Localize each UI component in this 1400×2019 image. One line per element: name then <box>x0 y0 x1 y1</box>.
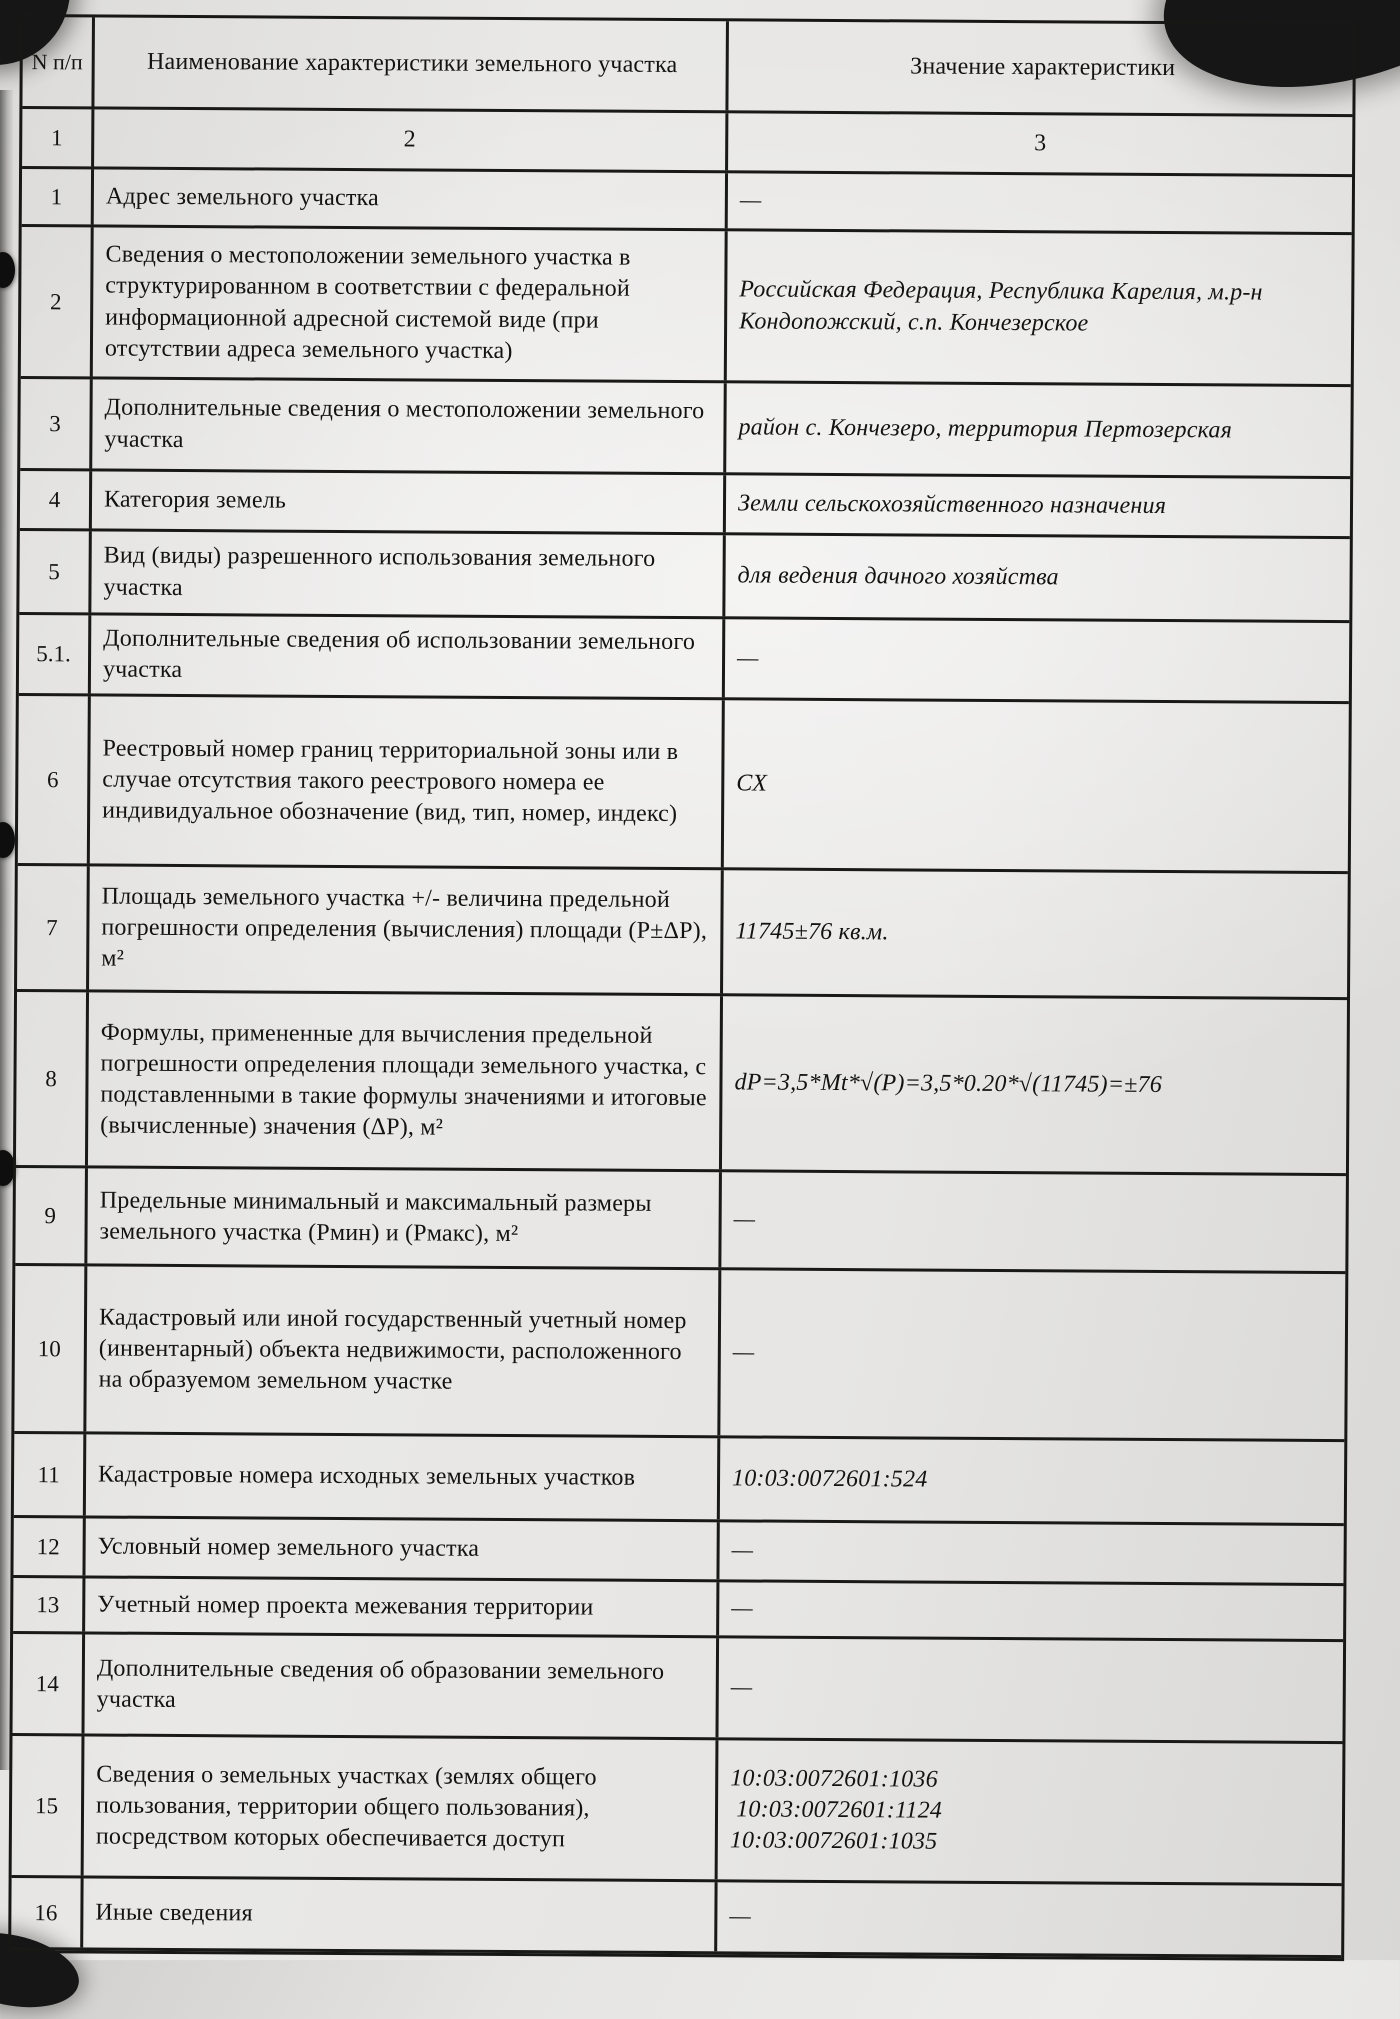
characteristic-name: Формулы, примененные для вычисления предельной погрешности определения площади земельного участка, с подставленными в такие формулы значениями и итоговые (вычисленные) значения (ΔР), м² <box>88 993 723 1170</box>
header-col-name-label: Наименование характеристики земельного участка <box>146 48 678 78</box>
characteristic-value: 11745±76 кв.м. <box>735 918 889 946</box>
table-row <box>19 531 1349 623</box>
column-number-1: 1 <box>22 109 94 166</box>
characteristic-name: Дополнительные сведения об использовании земельного участка <box>91 615 725 697</box>
row-number: 1 <box>22 169 94 224</box>
characteristic-value: район с. Кончезеро, территория Пертозерская <box>738 414 1233 444</box>
column-number-3: 3 <box>1034 130 1047 157</box>
characteristic-value: dP=3,5*Mt*√(P)=3,5*0.20*√(11745)=±76 <box>734 1069 1163 1099</box>
land-parcel-characteristics-table <box>8 14 1356 1961</box>
header-col-num-label: N п/п <box>31 48 83 74</box>
table-row <box>19 615 1349 704</box>
row-number: 10 <box>14 1266 87 1431</box>
row-number: 8 <box>16 992 89 1165</box>
row-number: 6 <box>18 696 91 863</box>
characteristic-value: — <box>730 1674 753 1701</box>
table-row <box>22 169 1352 235</box>
characteristic-value: 10:03:0072601:1036 10:03:0072601:1124 10:03:0072601:1035 <box>729 1765 943 1856</box>
table-row <box>18 696 1349 874</box>
characteristic-value: — <box>733 1206 756 1233</box>
characteristic-value: Земли сельскохозяйственного назначения <box>737 490 1167 519</box>
table-row <box>12 1634 1343 1744</box>
table-row <box>21 227 1352 387</box>
characteristic-name: Площадь земельного участка +/- величина предельной погрешности определения (вычисления) площади (Р±ΔР), м² <box>89 867 724 994</box>
table-row <box>15 1168 1346 1274</box>
row-number: 2 <box>21 227 94 376</box>
header-col-value <box>728 21 1353 114</box>
row-number: 5.1. <box>19 615 91 694</box>
row-number: 15 <box>12 1736 85 1875</box>
table-header-row <box>22 17 1353 117</box>
row-number: 16 <box>11 1878 83 1947</box>
row-number: 7 <box>17 866 90 989</box>
header-col-num <box>22 17 95 106</box>
characteristic-value: Российская Федерация, Республика Карелия, м.р-н Кондопожский, с.п. Кончезерское <box>739 276 1269 337</box>
characteristic-name: Предельные минимальный и максимальный размеры земельного участка (Рмин) и (Рмакс), м² <box>87 1169 722 1268</box>
characteristic-name: Кадастровый или иной государственный учетный номер (инвентарный) объекта недвижимости, расположенного на образуемом земельном участке <box>86 1267 721 1436</box>
table-row <box>14 1434 1344 1526</box>
table-row <box>17 866 1348 1000</box>
characteristic-name: Сведения о местоположении земельного участка в структурированном в соответствии с федеральной информационной адресной системой виде (при отсутствии адреса земельного участка) <box>93 227 728 380</box>
characteristic-name: Сведения о земельных участках (землях общего пользования, территории общего пользования), посредством которых обеспечивается доступ <box>84 1737 719 1880</box>
row-number: 3 <box>20 379 93 468</box>
characteristic-name: Категория земель <box>92 471 726 532</box>
table-row <box>20 471 1350 539</box>
characteristic-name: Реестровый номер границ территориальной зоны или в случае отсутствия такого реестрового номера ее индивидуальное обозначение (вид, тип, номер, индекс) <box>90 697 725 868</box>
header-col-value-label: Значение характеристики <box>910 53 1176 81</box>
characteristic-name: Учетный номер проекта межевания территории <box>85 1579 719 1636</box>
table-row <box>16 992 1347 1176</box>
characteristic-name: Кадастровые номера исходных земельных участков <box>86 1435 720 1520</box>
table-row <box>13 1518 1343 1586</box>
row-number: 13 <box>13 1578 85 1631</box>
characteristic-value: 10:03:0072601:524 <box>731 1465 928 1493</box>
characteristic-name: Дополнительные сведения об образовании земельного участка <box>84 1635 719 1738</box>
characteristic-value: — <box>731 1537 754 1564</box>
row-number: 12 <box>13 1518 85 1575</box>
characteristic-name: Адрес земельного участка <box>94 169 728 228</box>
table-row <box>11 1878 1341 1958</box>
row-number: 9 <box>15 1168 88 1263</box>
characteristic-value: для ведения дачного хозяйства <box>737 562 1059 591</box>
table-row <box>13 1578 1343 1642</box>
characteristic-value: — <box>739 187 762 214</box>
characteristic-value: СХ <box>736 770 768 797</box>
characteristic-name: Вид (виды) разрешенного использования земельного участка <box>91 531 725 616</box>
row-number: 11 <box>14 1434 86 1515</box>
characteristic-name: Дополнительные сведения о местоположении земельного участка <box>92 379 727 472</box>
characteristic-value: — <box>737 644 759 672</box>
characteristic-name: Условный номер земельного участка <box>85 1519 719 1580</box>
header-col-name <box>94 17 729 110</box>
table-row <box>20 379 1351 479</box>
characteristic-value: — <box>732 1339 755 1366</box>
column-numbers-row <box>22 109 1352 177</box>
characteristic-name: Иные сведения <box>83 1879 717 1952</box>
table-row <box>14 1266 1345 1442</box>
row-number: 4 <box>20 471 92 528</box>
column-number-2: 2 <box>94 109 728 170</box>
table-row <box>12 1736 1343 1886</box>
characteristic-value: — <box>729 1903 752 1930</box>
characteristic-value: — <box>731 1595 753 1622</box>
row-number: 5 <box>19 531 91 612</box>
row-number: 14 <box>12 1634 85 1733</box>
